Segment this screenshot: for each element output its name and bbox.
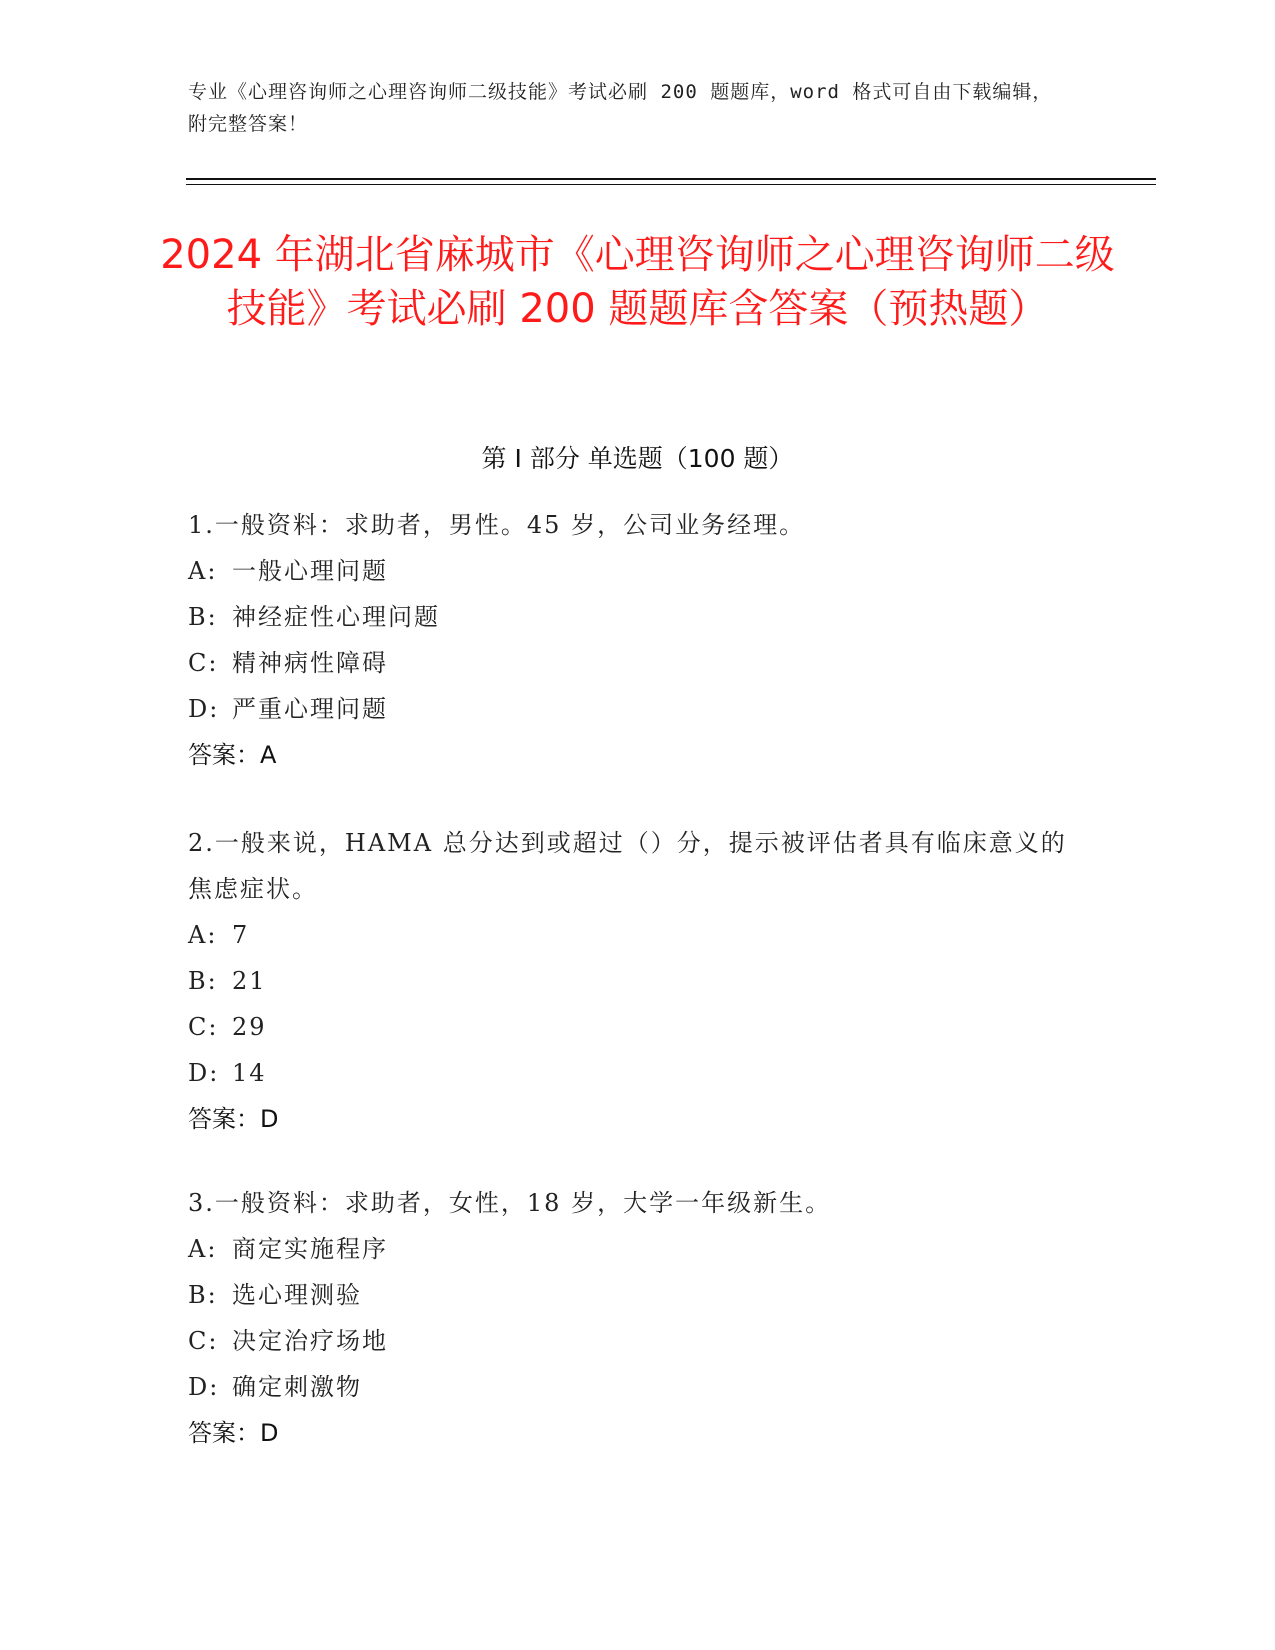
option-c [188, 1318, 1088, 1364]
option-key: D: [188, 695, 220, 723]
option-key: C: [188, 1327, 219, 1355]
option-key: B: [188, 967, 218, 995]
option-text: 神经症性心理问题 [232, 603, 440, 631]
answer: 答案：D [188, 1105, 279, 1133]
question-1 [188, 502, 1088, 778]
option-a [188, 1226, 1088, 1272]
option-key: A: [188, 1235, 218, 1263]
option-text: 精神病性障碍 [232, 649, 388, 677]
option-key: C: [188, 649, 219, 677]
answer: 答案：D [188, 1419, 279, 1447]
option-key: D: [188, 1373, 220, 1401]
header-rule-thick [186, 178, 1156, 180]
option-text: 严重心理问题 [232, 695, 388, 723]
option-key: B: [188, 603, 218, 631]
question-3 [188, 1180, 1088, 1456]
option-text: 确定刺激物 [232, 1373, 362, 1401]
option-c [188, 1004, 1088, 1050]
option-a [188, 548, 1088, 594]
option-d [188, 1364, 1088, 1410]
option-b [188, 1272, 1088, 1318]
option-text: 14 [232, 1059, 267, 1087]
option-a [188, 912, 1088, 958]
option-d [188, 686, 1088, 732]
question-stem: 1.一般资料：求助者，男性。45 岁，公司业务经理。 [188, 511, 806, 539]
option-key: B: [188, 1281, 218, 1309]
option-b [188, 958, 1088, 1004]
option-d [188, 1050, 1088, 1096]
header-note: 专业《心理咨询师之心理咨询师二级技能》考试必刷 200 题题库，word 格式可自由下载编辑，附完整答案！ [188, 81, 1053, 135]
option-text: 商定实施程序 [232, 1235, 388, 1263]
question-stem: 2.一般来说，HAMA 总分达到或超过（）分，提示被评估者具有临床意义的焦虑症状。 [188, 829, 1067, 903]
option-text: 一般心理问题 [232, 557, 388, 585]
option-b [188, 594, 1088, 640]
option-text: 21 [232, 967, 267, 995]
option-text: 29 [232, 1013, 267, 1041]
option-key: D: [188, 1059, 220, 1087]
option-c [188, 640, 1088, 686]
option-key: C: [188, 1013, 219, 1041]
option-text: 7 [232, 921, 250, 949]
option-text: 决定治疗场地 [232, 1327, 388, 1355]
answer: 答案：A [188, 741, 277, 769]
option-key: A: [188, 557, 218, 585]
question-stem: 3.一般资料：求助者，女性，18 岁，大学一年级新生。 [188, 1189, 832, 1217]
option-key: A: [188, 921, 218, 949]
document-title: 2024 年湖北省麻城市《心理咨询师之心理咨询师二级技能》考试必刷 200 题题库含答案（预热题） [160, 232, 1115, 332]
option-text: 选心理测验 [232, 1281, 362, 1309]
header-rule-thin [186, 184, 1156, 185]
section-title: 第 I 部分 单选题（100 题） [481, 444, 794, 473]
question-2 [188, 820, 1088, 1142]
